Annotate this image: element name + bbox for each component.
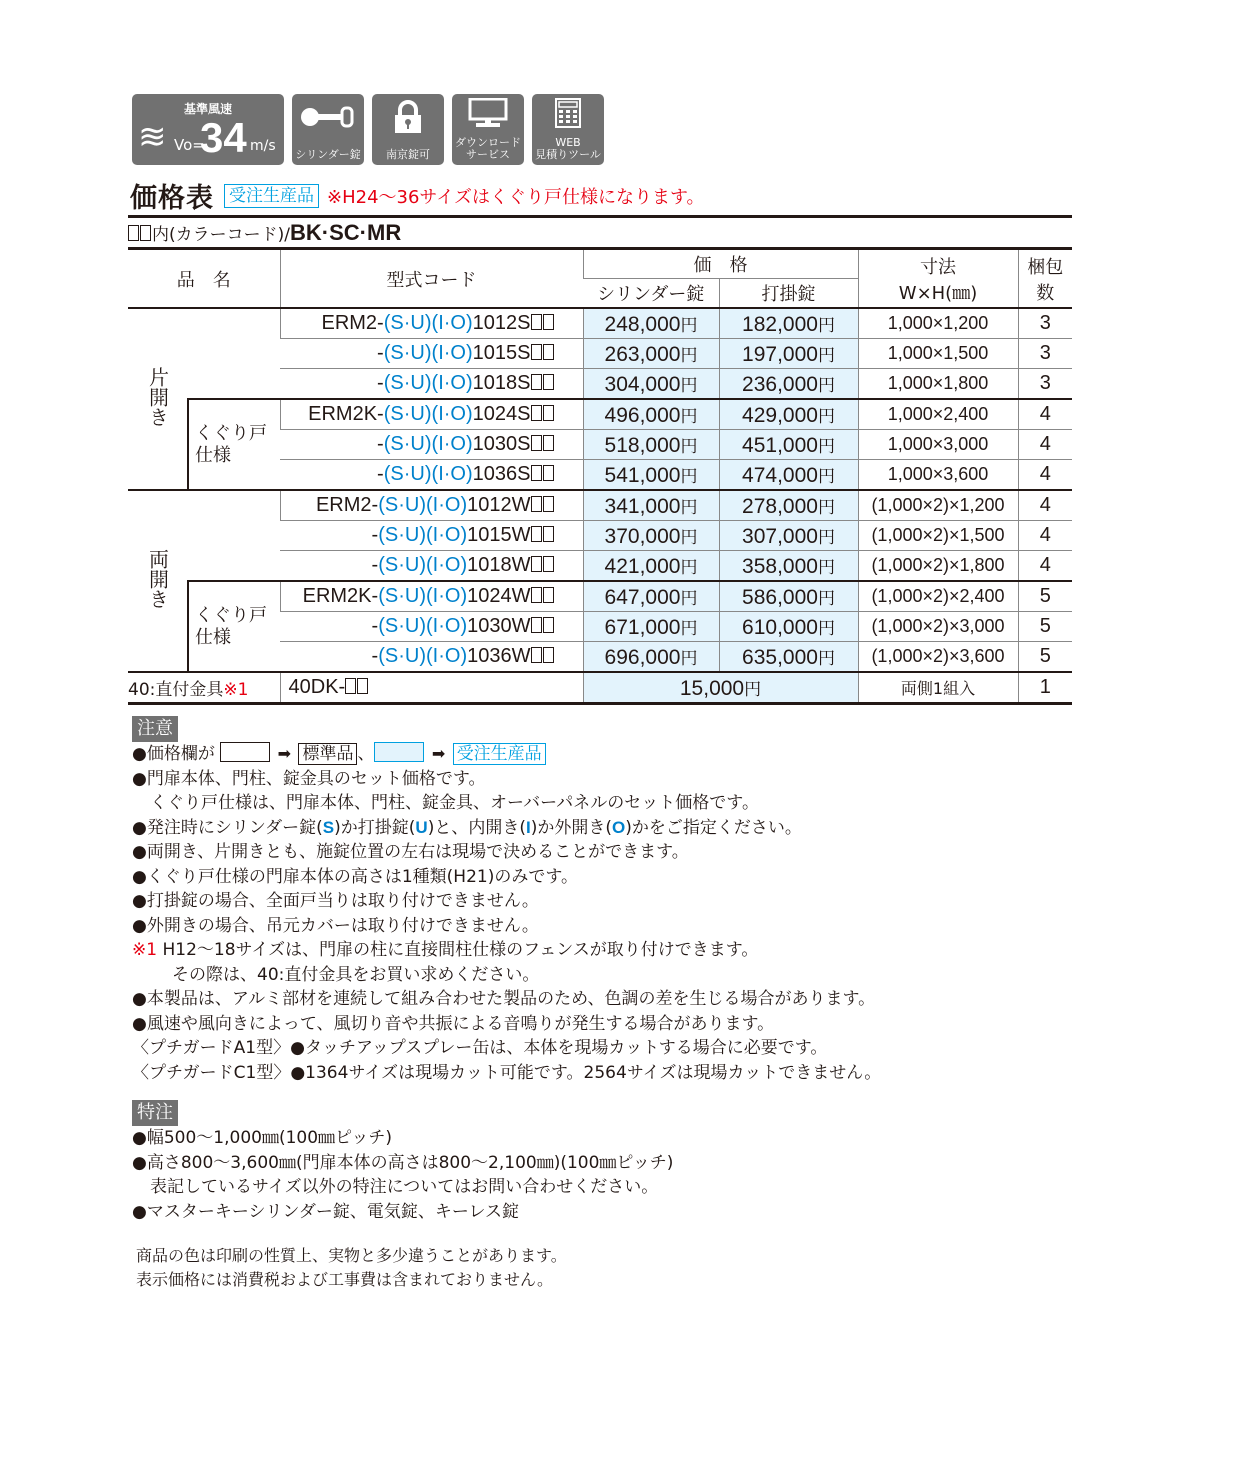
price-cylinder: 341,000円 [583,490,719,521]
download-caption [452,137,524,161]
note-line: くぐり戸仕様は、門扉本体、門柱、錠金具、オーバーパネルのセット価格です。 [150,793,759,813]
price-cylinder: 671,000円 [583,612,719,642]
padlock-icon [372,98,444,136]
arrow-icon: ➡ [277,744,292,763]
size-note: ※H24〜36サイズはくぐり戸仕様になります。 [327,186,705,208]
accessory-pack: 1 [1018,672,1072,704]
price-latch: 635,000円 [719,642,858,673]
size: (1,000×2)×1,200 [858,490,1018,521]
notes-tag: 注意 [132,716,178,742]
size: 1,000×3,000 [858,430,1018,460]
model-code: -(S·U)(I·O)1018S [280,369,583,400]
price-latch: 358,000円 [719,551,858,582]
price-cylinder: 248,000円 [583,308,719,339]
model-code: ERM2K-(S·U)(I·O)1024W [280,581,583,612]
accessory-size: 両側1組入 [858,672,1018,704]
pack-count: 4 [1018,460,1072,491]
group-spacer [188,490,280,581]
order-label: 受注生産品 [453,743,546,765]
header-latch-lock: 打掛錠 [719,279,858,309]
price-latch: 451,000円 [719,430,858,460]
price-latch: 610,000円 [719,612,858,642]
cylinder-lock-badge [292,94,364,165]
price-table-header [130,176,705,215]
calculator-icon [532,98,604,128]
size: 1,000×1,500 [858,339,1018,369]
size: (1,000×2)×1,800 [858,551,1018,582]
price-cylinder: 541,000円 [583,460,719,491]
pack-count: 4 [1018,551,1072,582]
notes-section [132,716,881,1085]
color-placeholder-box [128,225,139,241]
size: (1,000×2)×3,000 [858,612,1018,642]
table-row [128,490,1072,521]
note-line: ●くぐり戸仕様の門扉本体の高さは1種類(H21)のみです。 [132,866,578,887]
special-order-line: 表記しているサイズ以外の特注についてはお問い合わせください。 [150,1177,659,1197]
pack-count: 4 [1018,521,1072,551]
note-line: ●風速や風向きによって、風切り音や共振による音鳴りが発生する場合があります。 [132,1013,775,1034]
header-model-code: 型式コード [280,249,583,309]
model-code: -(S·U)(I·O)1030S [280,430,583,460]
disclaimer [136,1244,567,1292]
footnote-line: ※1 H12〜18サイズは、門扉の柱に直接間柱仕様のフェンスが取り付けできます。 [132,940,759,960]
pack-count: 5 [1018,642,1072,673]
note-line: ●両開き、片開きとも、施錠位置の左右は現場で決めることができます。 [132,842,689,862]
page-title: 価格表 [130,183,214,214]
note-line: ●門扉本体、門柱、錠金具のセット価格です。 [132,768,486,789]
pack-count: 3 [1018,369,1072,400]
model-code: ERM2K-(S·U)(I·O)1024S [280,399,583,430]
web-estimate-badge [532,94,604,165]
header-size-line1: 寸法 [920,256,956,278]
pack-count: 5 [1018,612,1072,642]
size: (1,000×2)×1,500 [858,521,1018,551]
table-row [128,581,1072,612]
disclaimer-line: 商品の色は印刷の性質上、実物と多少違うことがあります。 [136,1246,567,1265]
wind-speed-value: 34 [200,114,247,161]
table-row [128,399,1072,430]
footnote-line: その際は、40:直付金具をお買い求めください。 [172,964,540,985]
accessory-model: 40DK- [280,672,583,704]
note-line: ●打掛錠の場合、全面戸当りは取り付けできません。 [132,891,539,911]
header-size-line2: W×H(㎜) [898,282,978,304]
accessory-price: 15,000円 [583,672,858,704]
price-latch: 236,000円 [719,369,858,400]
color-placeholder-box [140,225,151,241]
note-line: 〈プチガードA1型〉●タッチアップスプレー缶は、本体を現場カットする場合に必要です。 [132,1038,828,1058]
price-latch: 182,000円 [719,308,858,339]
order-swatch [374,742,424,762]
size: (1,000×2)×3,600 [858,642,1018,673]
pack-count: 3 [1018,339,1072,369]
color-code-line [128,220,401,246]
table-row [128,308,1072,339]
special-order-line: ●高さ800〜3,600㎜(門扉本体の高さは800〜2,100㎜)(100㎜ピッチ) [132,1152,674,1173]
price-latch: 586,000円 [719,581,858,612]
header-pack-line1: 梱包 [1027,256,1064,278]
group-wicket-double: くぐり戸仕様 [188,581,280,672]
wind-vo: Vo= [174,136,205,154]
price-cylinder: 370,000円 [583,521,719,551]
pack-count: 4 [1018,490,1072,521]
price-latch: 197,000円 [719,339,858,369]
price-cylinder: 421,000円 [583,551,719,582]
pack-count: 5 [1018,581,1072,612]
color-codes: BK·SC·MR [290,220,402,245]
made-to-order-badge: 受注生産品 [224,184,319,208]
price-cylinder: 304,000円 [583,369,719,400]
header-pack [1018,249,1072,309]
color-code-label: 内(カラーコード)/ [152,225,290,245]
special-order-section [132,1100,673,1224]
group-wicket-single: くぐり戸仕様 [188,399,280,490]
wind-speed-label: 基準風速 [183,102,232,116]
group-label: 両開き [145,548,170,609]
model-code: ERM2-(S·U)(I·O)1012S [280,308,583,339]
accessory-name: 40:直付金具※1 [128,672,280,704]
download-badge [452,94,524,165]
wind-speed-badge [132,94,284,165]
cylinder-lock-caption: シリンダー錠 [295,148,361,161]
wind-icon: ≋ [138,117,167,157]
padlock-badge [372,94,444,165]
model-code: -(S·U)(I·O)1015S [280,339,583,369]
wind-speed-unit: m/s [250,138,276,154]
price-cylinder: 696,000円 [583,642,719,673]
feature-icons [132,94,604,165]
padlock-caption: 南京錠可 [386,148,430,161]
price-cylinder: 263,000円 [583,339,719,369]
price-cylinder: 647,000円 [583,581,719,612]
note-line: ●外開きの場合、吊元カバーは取り付けできません。 [132,915,539,936]
price-latch: 278,000円 [719,490,858,521]
header-pack-line2: 数 [1036,282,1055,304]
model-code: -(S·U)(I·O)1030W [280,612,583,642]
header-price: 価 格 [583,249,858,279]
price-latch: 307,000円 [719,521,858,551]
header-cylinder-lock: シリンダー錠 [583,279,719,309]
size: 1,000×3,600 [858,460,1018,491]
download-caption-line1: ダウンロード [455,136,521,149]
price-cylinder: 518,000円 [583,430,719,460]
size: 1,000×1,200 [858,308,1018,339]
model-code: -(S·U)(I·O)1036S [280,460,583,491]
note-line: ●本製品は、アルミ部材を連続して組み合わせた製品のため、色調の差を生じる場合があります。 [132,989,876,1009]
disclaimer-line: 表示価格には消費税および工事費は含まれておりません。 [136,1270,553,1289]
key-icon [292,98,364,136]
special-order-line: ●幅500〜1,000㎜(100㎜ピッチ) [132,1128,392,1148]
web-estimate-caption-line2: 見積りツール [535,148,601,161]
model-code: ERM2-(S·U)(I·O)1012W [280,490,583,521]
group-spacer [188,308,280,399]
price-latch: 429,000円 [719,399,858,430]
price-table [128,247,1072,705]
arrow-icon: ➡ [431,744,446,763]
special-order-tag: 特注 [132,1100,178,1126]
size: 1,000×2,400 [858,399,1018,430]
title-divider [128,215,1072,218]
group-single-open [128,308,188,490]
price-cylinder: 496,000円 [583,399,719,430]
header-product-name: 品 名 [128,249,280,309]
standard-label: 標準品 [298,743,357,765]
group-double-open [128,490,188,672]
special-order-line: ●マスターキーシリンダー錠、電気錠、キーレス錠 [132,1201,519,1222]
model-code: -(S·U)(I·O)1036W [280,642,583,673]
pack-count: 4 [1018,399,1072,430]
web-estimate-caption [532,137,604,161]
header-size [858,249,1018,309]
pack-count: 3 [1018,308,1072,339]
monitor-icon [452,98,524,128]
standard-swatch [220,742,270,762]
model-code: -(S·U)(I·O)1015W [280,521,583,551]
note-line: 〈プチガードC1型〉●1364サイズは現場カット可能です。2564サイズは現場カットできません。 [132,1062,882,1083]
model-code: -(S·U)(I·O)1018W [280,551,583,582]
web-estimate-caption-line1: WEB [555,136,581,149]
size: (1,000×2)×2,400 [858,581,1018,612]
order-spec-line: ●発注時にシリンダー錠(S)か打掛錠(U)と、内開き(I)か外開き(O)かをご指定ください。 [132,817,802,838]
price-latch: 474,000円 [719,460,858,491]
pack-count: 4 [1018,430,1072,460]
accessory-row [128,672,1072,704]
legend-line: ●価格欄が ➡ 標準品 、 ➡ 受注生産品 [132,742,881,767]
size: 1,000×1,800 [858,369,1018,400]
group-label: 片開き [145,366,170,427]
download-caption-line2: サービス [466,148,510,161]
